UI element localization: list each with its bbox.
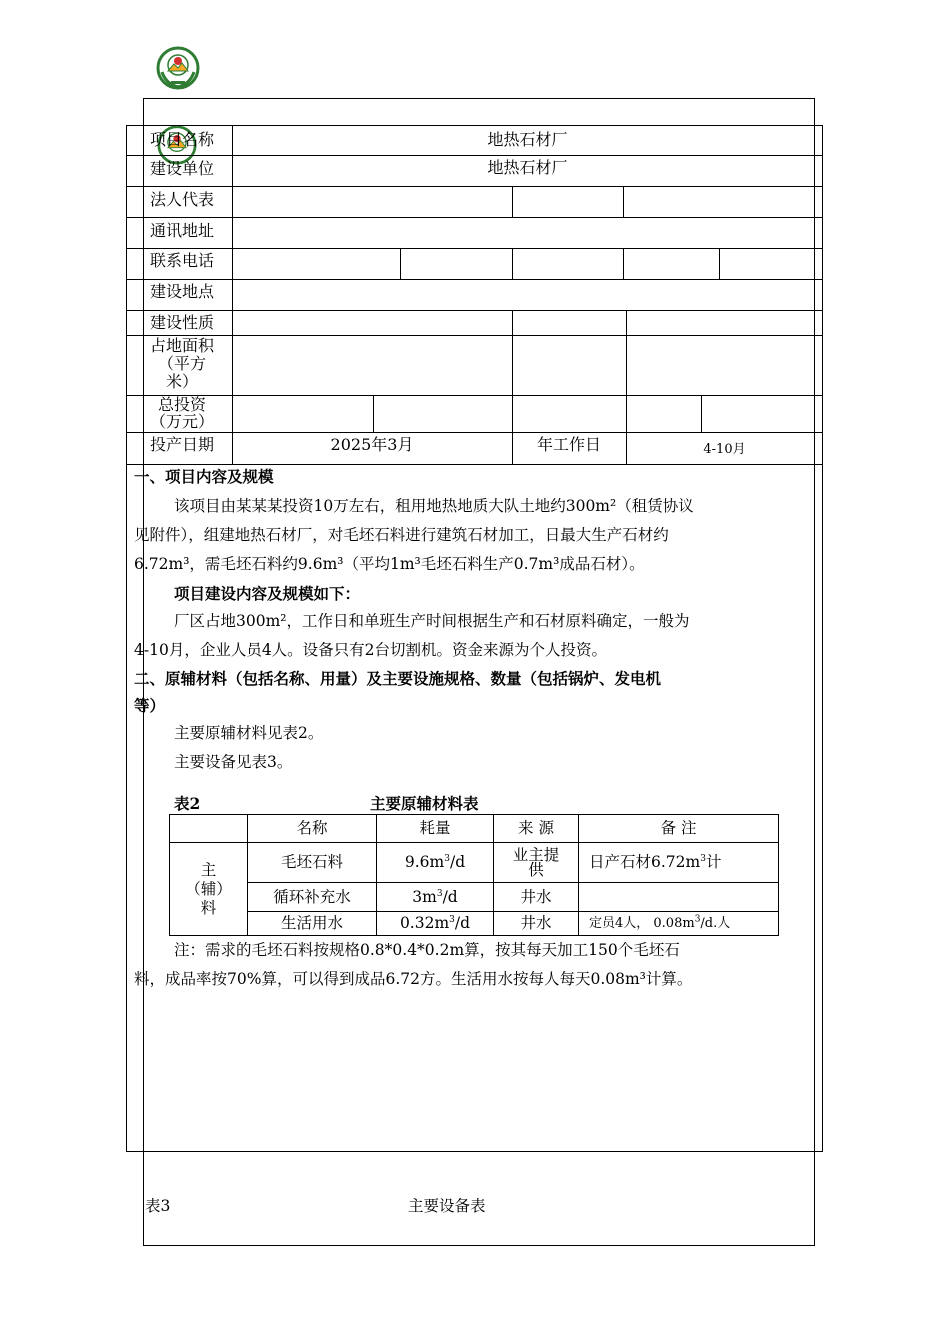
builder-label: 建设单位	[149, 158, 214, 178]
start-date-label: 投产日期	[149, 434, 214, 454]
table-row: 主 （辅） 料 毛坯石料 $9.6m^3/d$ 业主提 供 日产石材$6.72m^3$计	[170, 843, 779, 883]
section1-paragraph-1: 该项目由某某某投资10万左右，租用地热地质大队土地约300m²（租赁协议 见附件），组建地热石材厂，对毛坯石料进行建筑石材加工，日最大生产石材约 6.72m³，需毛坯石料约9.6m³（平均1m³毛坯石料生产0.7m³成品石材）。	[134, 497, 694, 573]
table-header: 名称	[248, 815, 377, 843]
table-header: 耗量	[377, 815, 494, 843]
section1-subheading: 项目建设内容及规模如下：	[174, 584, 361, 603]
area-label: 占地面积 （平方 米）	[149, 336, 214, 391]
project-name-value: 地热石材厂	[487, 129, 568, 149]
table3-title: 主要设备表	[408, 1197, 486, 1215]
location-label: 建设地点	[149, 281, 214, 301]
section2-heading: 二、原辅材料（包括名称、用量）及主要设施规格、数量（包括锅炉、发电机 等）	[134, 669, 662, 715]
section1-paragraph-2: 厂区占地300m²，工作日和单班生产时间根据生产和石材原料确定，一般为 4-10月，企业人员4人。设备只有2台切割机。资金来源为个人投资。	[134, 612, 690, 659]
table2-label: 表2	[174, 794, 201, 813]
nature-label: 建设性质	[149, 312, 214, 332]
section2-line-1: 主要原辅材料见表2。	[174, 724, 324, 742]
table-header: 来 源	[494, 815, 579, 843]
table2-title: 主要原辅材料表	[370, 794, 479, 813]
builder-value: 地热石材厂	[487, 157, 568, 177]
emblem-logo-icon	[156, 46, 200, 90]
table-row: 生活用水 $0.32m^3/d$ 井水 定员4人， $0.08m^3/d$.人	[170, 912, 779, 936]
legal-rep-label: 法人代表	[149, 189, 214, 209]
section1-heading: 一、项目内容及规模	[134, 467, 274, 486]
table3-label: 表3	[145, 1197, 171, 1215]
start-date-value: 2025年3月	[330, 434, 414, 454]
investment-label: 总投资 （万元）	[149, 395, 214, 431]
project-name-label: 项目名称	[149, 129, 214, 149]
table2-note: 注：需求的毛坯石料按规格0.8*0.4*0.2m算，按其每天加工150个毛坯石 料，成品率按70%算，可以得到成品6.72方。生活用水按每人每天0.08m³计算。	[134, 941, 693, 988]
group-label: 主 （辅） 料	[170, 843, 248, 936]
phone-label: 联系电话	[149, 250, 214, 270]
address-label: 通讯地址	[149, 220, 214, 240]
workday-value: 4-10月	[703, 442, 746, 458]
materials-table	[169, 814, 779, 936]
table-header: 备 注	[579, 815, 779, 843]
section2-line-2: 主要设备见表3。	[174, 753, 293, 771]
workday-label: 年工作日	[536, 434, 601, 454]
table-row: 循环补充水 $3m^3/d$ 井水	[170, 883, 779, 912]
